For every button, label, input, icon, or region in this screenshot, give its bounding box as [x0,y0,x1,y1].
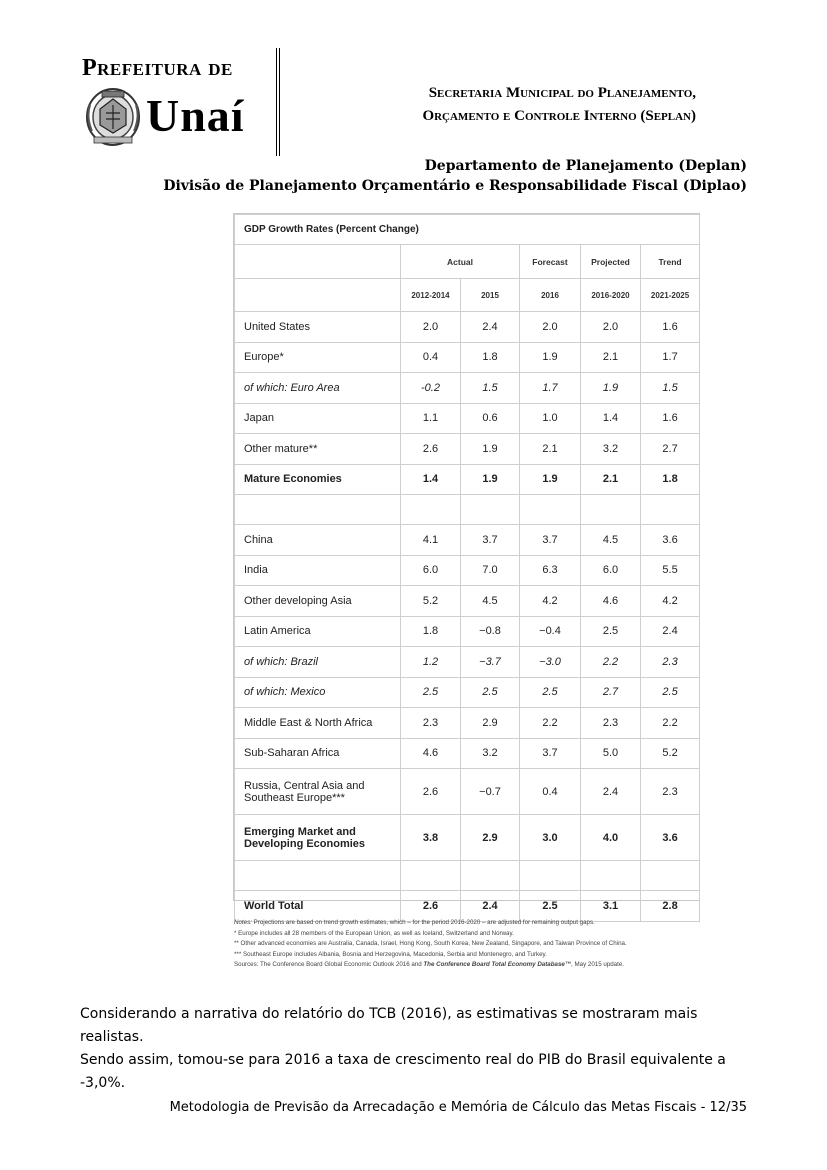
year-header: 2016 [520,279,581,312]
row-value: 2.8 [641,891,700,922]
row-value: 1.5 [641,373,700,404]
row-value: 2.9 [461,708,520,739]
row-value: 2.4 [581,769,641,815]
row-value: 2.9 [461,815,520,861]
row-value: 1.0 [520,403,581,434]
row-value: 1.9 [461,434,520,465]
row-label: of which: Euro Area [235,373,401,404]
row-value [581,495,641,525]
table-row [235,312,700,343]
table-row [235,647,700,678]
row-label: Japan [235,403,401,434]
row-value: 4.0 [581,815,641,861]
group-trend: Trend [641,245,700,279]
row-value: 3.2 [581,434,641,465]
year-header: 2016-2020 [581,279,641,312]
row-value: −0.8 [461,616,520,647]
note-line-5 [234,960,754,971]
row-value: 3.0 [520,815,581,861]
table-row [235,373,700,404]
row-value: 4.5 [581,525,641,556]
row-value: 2.5 [641,677,700,708]
row-value [461,861,520,891]
row-value: 4.6 [581,586,641,617]
secretaria-heading [300,82,696,128]
row-value: 2.4 [641,616,700,647]
paragraph-line-2: Sendo assim, tomou-se para 2016 a taxa de crescimento real do PIB do Brasil equivalente a -3,0%. [80,1052,726,1091]
row-label: World Total [235,891,401,922]
row-label: of which: Brazil [235,647,401,678]
row-value: 0.6 [461,403,520,434]
logo-bottom-text: Unaí [146,90,245,141]
row-label: Other mature** [235,434,401,465]
row-value: 1.9 [520,464,581,495]
row-value: 5.2 [641,738,700,769]
group-projected: Projected [581,245,641,279]
row-value: 2.3 [581,708,641,739]
table-row [235,769,700,815]
row-value: 2.3 [641,769,700,815]
group-forecast: Forecast [520,245,581,279]
row-value: 1.7 [520,373,581,404]
row-value: 3.7 [461,525,520,556]
row-value: 1.7 [641,342,700,373]
table-row [235,555,700,586]
group-actual: Actual [401,245,520,279]
row-value: 7.0 [461,555,520,586]
row-value: 1.4 [401,464,461,495]
row-value [520,495,581,525]
row-value: 1.6 [641,403,700,434]
row-label: of which: Mexico [235,677,401,708]
note-text: Projections are based on trend growth estimates, which – for the period 2016-2020 – are adjusted for remaining output gaps. [251,919,595,926]
table-row [235,677,700,708]
row-value: 2.0 [581,312,641,343]
row-value: 2.7 [641,434,700,465]
row-label: Other developing Asia [235,586,401,617]
table-row [235,434,700,465]
row-label: Latin America [235,616,401,647]
row-value [581,861,641,891]
table-row [235,815,700,861]
row-value: 2.2 [520,708,581,739]
row-value: 3.2 [461,738,520,769]
row-value: 2.4 [461,312,520,343]
row-value: 2.7 [581,677,641,708]
note-line-4: *** Southeast Europe includes Albania, Bosnia and Herzegovina, Macedonia, Serbia and Montenegro, and Turkey. [234,950,547,958]
table-row [235,586,700,617]
logo-top-text: Prefeitura de [82,55,233,81]
row-label: Middle East & North Africa [235,708,401,739]
paragraph-line-1: Considerando a narrativa do relatório do TCB (2016), as estimativas se mostraram mais realistas. [80,1006,698,1045]
row-value [461,495,520,525]
row-value: 2.2 [581,647,641,678]
row-label: Europe* [235,342,401,373]
row-label: Emerging Market and Developing Economies [235,815,401,861]
row-value: 1.1 [401,403,461,434]
row-value: 6.3 [520,555,581,586]
row-value: 4.2 [641,586,700,617]
table-row [235,616,700,647]
row-value: 2.1 [581,342,641,373]
row-value: 1.6 [641,312,700,343]
table-row [235,403,700,434]
row-value: 3.7 [520,738,581,769]
row-value: 3.1 [581,891,641,922]
row-value: −0.4 [520,616,581,647]
page-footer: Metodologia de Previsão da Arrecadação e Memória de Cálculo das Metas Fiscais - 12/35 [169,1100,747,1115]
row-value: −3.7 [461,647,520,678]
note-prefix: Notes: [234,919,252,926]
row-value: 2.5 [401,677,461,708]
header-empty [235,245,401,279]
row-value: 5.2 [401,586,461,617]
gdp-growth-table [233,213,700,912]
municipality-logo [82,55,262,155]
secretaria-line-2: Orçamento e Controle Interno (Seplan) [422,108,696,124]
row-value: 5.0 [581,738,641,769]
row-label [235,861,401,891]
row-value: 2.1 [581,464,641,495]
row-value: 4.5 [461,586,520,617]
row-value: 2.4 [461,891,520,922]
body-paragraph [80,1003,760,1095]
row-label: China [235,525,401,556]
row-value: 2.5 [520,677,581,708]
sources-suffix: , May 2015 update. [571,961,625,969]
row-value: 0.4 [520,769,581,815]
row-label: Sub-Saharan Africa [235,738,401,769]
table-title: GDP Growth Rates (Percent Change) [235,215,700,245]
row-value: 1.4 [581,403,641,434]
row-label: United States [235,312,401,343]
table-row [235,525,700,556]
row-value: 2.2 [641,708,700,739]
table-row [235,891,700,922]
municipal-seal-icon [84,85,142,147]
row-value: 2.5 [461,677,520,708]
row-value: 5.5 [641,555,700,586]
note-line-1 [234,918,754,929]
note-line-2: * Europe includes all 28 members of the European Union, as well as Iceland, Switzerland and Norway. [234,929,514,937]
row-value [401,495,461,525]
row-value: 1.8 [401,616,461,647]
table-row [235,342,700,373]
table-spacer-row [235,861,700,891]
row-value: 1.8 [461,342,520,373]
row-value: 0.4 [401,342,461,373]
row-value: 6.0 [581,555,641,586]
department-line-2: Divisão de Planejamento Orçamentário e Responsabilidade Fiscal (Diplao) [163,178,747,194]
row-value: 3.8 [401,815,461,861]
row-value [520,861,581,891]
row-value [641,495,700,525]
row-label: Mature Economies [235,464,401,495]
table-row [235,738,700,769]
table-spacer-row [235,495,700,525]
row-value: -0.2 [401,373,461,404]
row-value: 1.8 [641,464,700,495]
row-label: Russia, Central Asia and Southeast Europe*** [235,769,401,815]
row-value: 1.9 [581,373,641,404]
department-heading [163,156,747,196]
table-notes [234,918,754,971]
year-header-empty [235,279,401,312]
row-value: 1.9 [461,464,520,495]
sources-text: Sources: The Conference Board Global Economic Outlook 2016 and [234,961,424,969]
year-header: 2021-2025 [641,279,700,312]
row-value: 2.3 [401,708,461,739]
secretaria-line-1: Secretaria Municipal do Planejamento, [428,85,696,101]
row-value: 2.3 [641,647,700,678]
row-value [401,861,461,891]
row-value: 2.0 [401,312,461,343]
row-value: 4.6 [401,738,461,769]
row-value: 4.1 [401,525,461,556]
database-name: The Conference Board Total Economy Database™ [423,961,572,969]
row-value: 2.6 [401,891,461,922]
row-value: −0.7 [461,769,520,815]
year-header: 2015 [461,279,520,312]
row-label [235,495,401,525]
department-line-1: Departamento de Planejamento (Deplan) [424,158,747,174]
row-value: 6.0 [401,555,461,586]
row-value: 1.9 [520,342,581,373]
row-label: India [235,555,401,586]
note-line-3: ** Other advanced economies are Australia, Canada, Israel, Hong Kong, South Korea, New Zealand, Singapore, and Taiwan Province of China. [234,940,627,948]
row-value: 2.1 [520,434,581,465]
row-value: 1.2 [401,647,461,678]
row-value: 4.2 [520,586,581,617]
row-value: 3.7 [520,525,581,556]
row-value: 2.5 [581,616,641,647]
row-value: 2.0 [520,312,581,343]
row-value: 2.5 [520,891,581,922]
row-value: 2.6 [401,769,461,815]
row-value: −3.0 [520,647,581,678]
row-value: 2.6 [401,434,461,465]
table-row [235,464,700,495]
row-value: 3.6 [641,815,700,861]
row-value: 3.6 [641,525,700,556]
row-value: 1.5 [461,373,520,404]
header-divider [276,48,280,156]
table-row [235,708,700,739]
year-header: 2012-2014 [401,279,461,312]
row-value [641,861,700,891]
